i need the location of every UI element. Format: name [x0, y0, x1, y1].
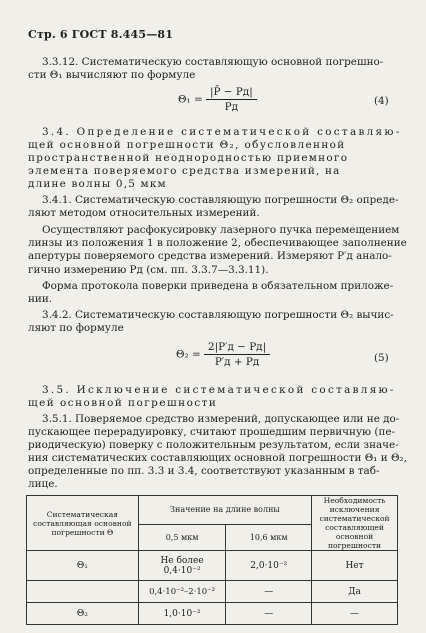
s35-line-2: щей основной погрешности	[28, 397, 218, 409]
s342-line-2: ляют по формуле	[28, 322, 124, 334]
formula-5-numerator: 2|P′д − Pд|	[204, 341, 270, 355]
table-cell-c: Да	[312, 581, 398, 603]
equation-number-5: (5)	[374, 352, 389, 364]
s341-line-3: Осуществляют расфокусировку лазерного пучка перемещением	[42, 224, 400, 236]
table-cell-a-line-2: 0,4·10⁻²	[163, 565, 201, 576]
formula-5	[176, 341, 270, 368]
table-cell-a-line-1: Не более	[160, 555, 204, 566]
table-cell-b: —	[226, 581, 312, 603]
equation-number-4: (4)	[374, 95, 389, 107]
table-cell-name	[27, 581, 139, 603]
table-cell-b: —	[226, 603, 312, 625]
table-row	[27, 581, 398, 603]
s351-line-1: 3.5.1. Поверяемое средство измерений, допускающее или не до-	[42, 413, 400, 425]
s351-line-5: определенные по пп. 3.3 и 3.4, соответствуют указанным в таб-	[28, 465, 380, 477]
s341-line-8: нии.	[28, 293, 53, 305]
formula-5-denominator: P′д + Pд	[214, 356, 260, 368]
s341-line-5: апертуры поверяемого средства измерений. Измеряют P′д анало-	[28, 250, 392, 262]
table-header-necessity: Необходимость исключения систематической составляющей основной погрешности	[312, 496, 398, 551]
s351-line-2: пускающее перерадуировку, считают прошедшим первичную (пе-	[28, 426, 396, 438]
table-row	[27, 603, 398, 625]
tolerance-table	[26, 495, 398, 625]
table-cell-name: Θ₁	[27, 551, 139, 581]
s35-line-1: 3.5. Исключение систематической составляю-	[42, 384, 396, 396]
s341-line-7: Форма протокола поверки приведена в обязательном приложе-	[42, 280, 394, 292]
table-cell-a	[138, 551, 226, 581]
table-header-component: Систематическая составляющая основной погрешности Θ	[27, 496, 139, 551]
table-cell-a: 0,4·10⁻²–2·10⁻²	[138, 581, 226, 603]
formula-4-lhs: Θ₁ =	[178, 93, 203, 106]
s34-line-3: пространственной неоднородностью приемного	[28, 152, 349, 164]
s341-line-6: гично измерению Pд (см. пп. 3.3.7—3.3.11).	[28, 264, 269, 276]
table-row	[27, 551, 398, 581]
table-cell-name: Θ₂	[27, 603, 139, 625]
table-cell-c: Нет	[312, 551, 398, 581]
table-subheader-0-5: 0,5 мкм	[138, 524, 226, 550]
table-subheader-10-6: 10,6 мкм	[226, 524, 312, 550]
s351-line-4: ния систематических составляющих основной погрешности Θ₁ и Θ₂,	[28, 452, 407, 464]
s342-line-1: 3.4.2. Систематическую составляющую погрешности Θ₂ вычис-	[42, 309, 394, 321]
s34-line-2: щей основной погрешности Θ₂, обусловленной	[28, 139, 346, 151]
formula-5-lhs: Θ₂ =	[176, 348, 201, 361]
formula-4-fraction	[206, 86, 257, 113]
table-cell-b: 2,0·10⁻²	[226, 551, 312, 581]
s341-line-1: 3.4.1. Систематическую составляющую погрешности Θ₂ опреде-	[42, 194, 399, 206]
s341-line-2: ляют методом относительных измерений.	[28, 207, 260, 219]
formula-4	[178, 86, 257, 113]
s351-line-3: риодическую) поверку с положительным результатом, если значе-	[28, 439, 399, 451]
s34-line-1: 3.4. Определение систематической составляю-	[42, 126, 402, 138]
table-header-wavelength: Значение на длине волны	[138, 496, 311, 525]
formula-4-numerator: |P̄ − Pд|	[206, 86, 257, 100]
table-cell-a: 1,0·10⁻²	[138, 603, 226, 625]
page-header: Стр. 6 ГОСТ 8.445—81	[28, 28, 174, 41]
formula-4-denominator: Pд	[224, 101, 239, 113]
table-cell-c: —	[312, 603, 398, 625]
s351-line-6: лице.	[28, 478, 58, 490]
s341-line-4: линзы из положения 1 в положение 2, обеспечивающее заполнение	[28, 237, 407, 249]
s34-line-4: элемента поверяемого средства измерений, на	[28, 165, 341, 177]
s3312-line-2: сти Θ₁ вычисляют по формуле	[28, 69, 196, 81]
s3312-line-1: 3.3.12. Систематическую составляющую основной погрешно-	[42, 56, 384, 68]
s34-line-5: длине волны 0,5 мкм	[28, 178, 167, 190]
formula-5-fraction	[204, 341, 270, 368]
